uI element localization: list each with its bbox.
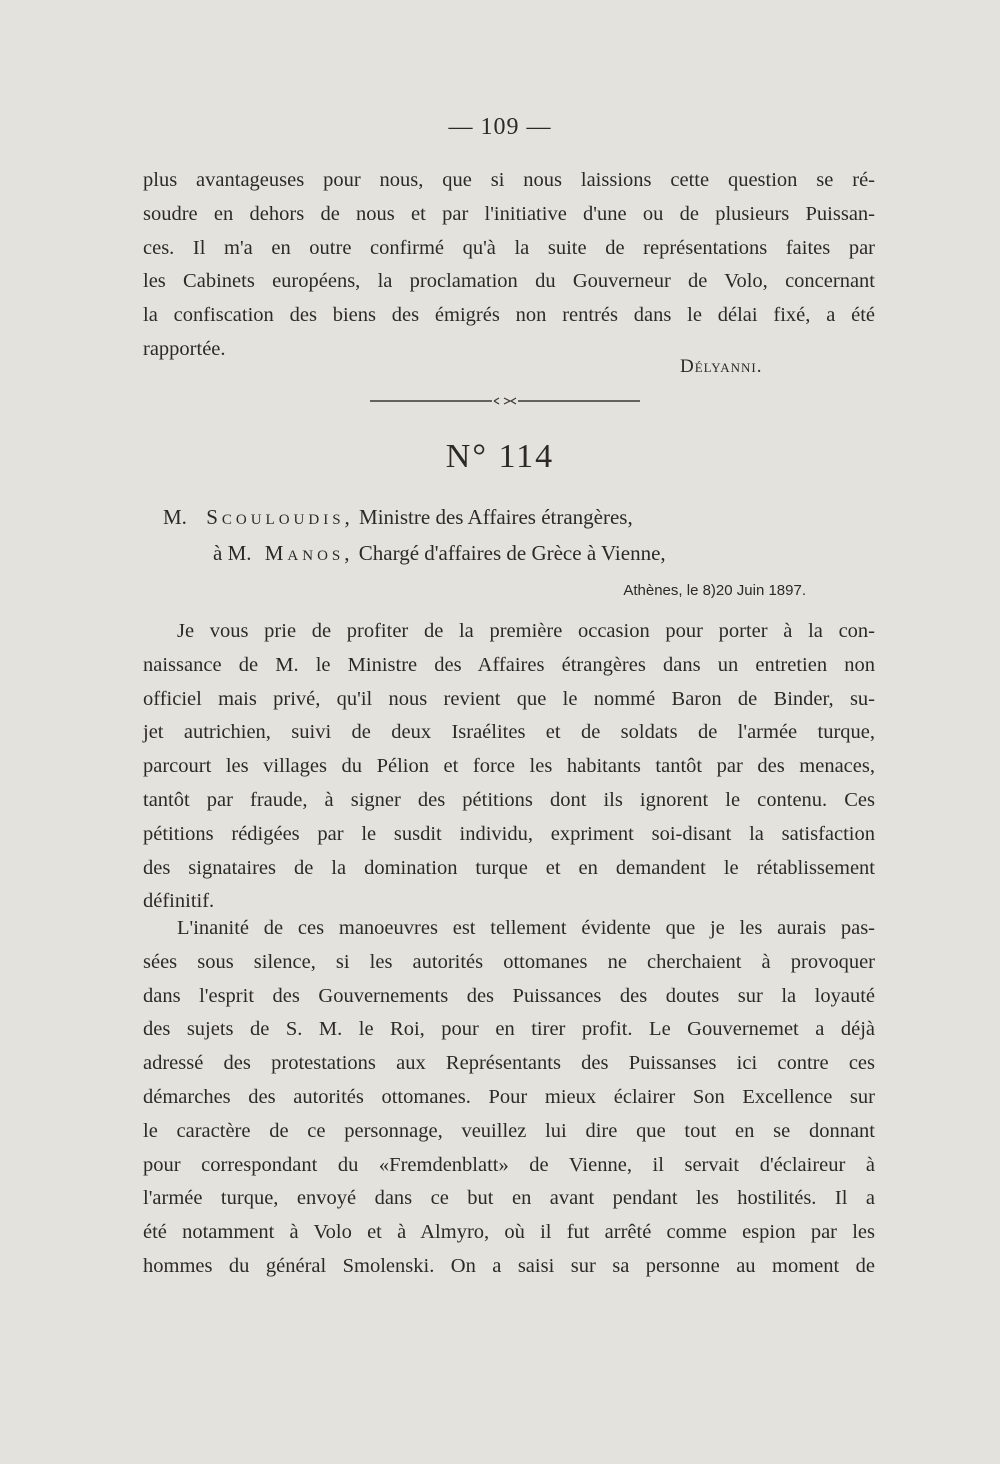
- section-divider: [370, 396, 640, 406]
- text-line: pour correspondant du «Fremdenblatt» de Vienne, il servait d'éclaireur à: [143, 1153, 875, 1176]
- text-line: l'armée turque, envoyé dans ce but en avant pendant les hostilités. Il a: [143, 1187, 875, 1210]
- body-paragraph-2: [143, 912, 875, 1284]
- text-line: des sujets de S. M. le Roi, pour en tirer profit. Le Gouvernemet a déjà: [143, 1018, 875, 1041]
- recipient-line: [213, 541, 666, 566]
- recipient-name: Manos,: [264, 541, 354, 565]
- text-line: L'inanité de ces manoeuvres est tellement évidente que je les aurais pas-: [177, 917, 875, 939]
- text-line: définitif.: [143, 890, 215, 913]
- text-line: sées sous silence, si les autorités ottomanes ne cherchaient à provoquer: [143, 950, 875, 973]
- text-line: officiel mais privé, qu'il nous revient que le nommé Baron de Binder, su-: [143, 687, 875, 710]
- intro-paragraph: [143, 164, 875, 367]
- sender-title: Ministre des Affaires étrangères,: [359, 505, 633, 529]
- text-line: été notamment à Volo et à Almyro, où il fut arrêté comme espion par les: [143, 1221, 875, 1244]
- text-line: rapportée.: [143, 337, 226, 360]
- text-line: parcourt les villages du Pélion et force les habitants tantôt par des menaces,: [143, 755, 875, 778]
- text-line: démarches des autorités ottomanes. Pour mieux éclairer Son Excellence sur: [143, 1085, 875, 1108]
- text-line: ces. Il m'a en outre confirmé qu'à la suite de représentations faites par: [143, 236, 875, 259]
- sender-name: Scouloudis,: [206, 505, 354, 529]
- document-number: N° 114: [445, 438, 555, 475]
- text-line: tantôt par fraude, à signer des pétitions dont ils ignorent le contenu. Ces: [143, 788, 875, 811]
- recipient-prefix: à M.: [213, 541, 252, 565]
- text-line: adressé des protestations aux Représentants des Puissanses ici contre ces: [143, 1052, 875, 1075]
- text-line: Je vous prie de profiter de la première occasion pour porter à la con-: [177, 620, 875, 642]
- text-line: plus avantageuses pour nous, que si nous laissions cette question se ré-: [143, 169, 875, 191]
- text-line: des signataires de la domination turque et en demandent le rétablissement: [143, 856, 875, 879]
- text-line: le caractère de ce personnage, veuillez lui dire que tout en se donnant: [143, 1119, 875, 1142]
- sender-line: [163, 505, 633, 530]
- text-line: hommes du général Smolenski. On a saisi sur sa personne au moment de: [143, 1254, 875, 1277]
- dateline: Athènes, le 8)20 Juin 1897.: [623, 582, 806, 599]
- body-paragraph-1: [143, 615, 875, 919]
- text-line: les Cabinets européens, la proclamation du Gouverneur de Volo, concernant: [143, 270, 875, 293]
- text-line: soudre en dehors de nous et par l'initiative d'une ou de plusieurs Puissan-: [143, 202, 875, 225]
- text-line: jet autrichien, suivi de deux Israélites et de soldats de l'armée turque,: [143, 721, 875, 744]
- signature: Délyanni.: [680, 356, 763, 377]
- text-line: pétitions rédigées par le susdit individu, expriment soi-disant la satisfaction: [143, 822, 875, 845]
- text-line: naissance de M. le Ministre des Affaires étrangères dans un entretien non: [143, 653, 875, 676]
- page-number: — 109 —: [448, 114, 552, 140]
- recipient-title: Chargé d'affaires de Grèce à Vienne,: [358, 541, 666, 565]
- text-line: la confiscation des biens des émigrés non rentrés dans le délai fixé, a été: [143, 304, 875, 327]
- text-line: dans l'esprit des Gouvernements des Puissances des doutes sur la loyauté: [143, 984, 875, 1007]
- sender-prefix: M.: [163, 505, 187, 529]
